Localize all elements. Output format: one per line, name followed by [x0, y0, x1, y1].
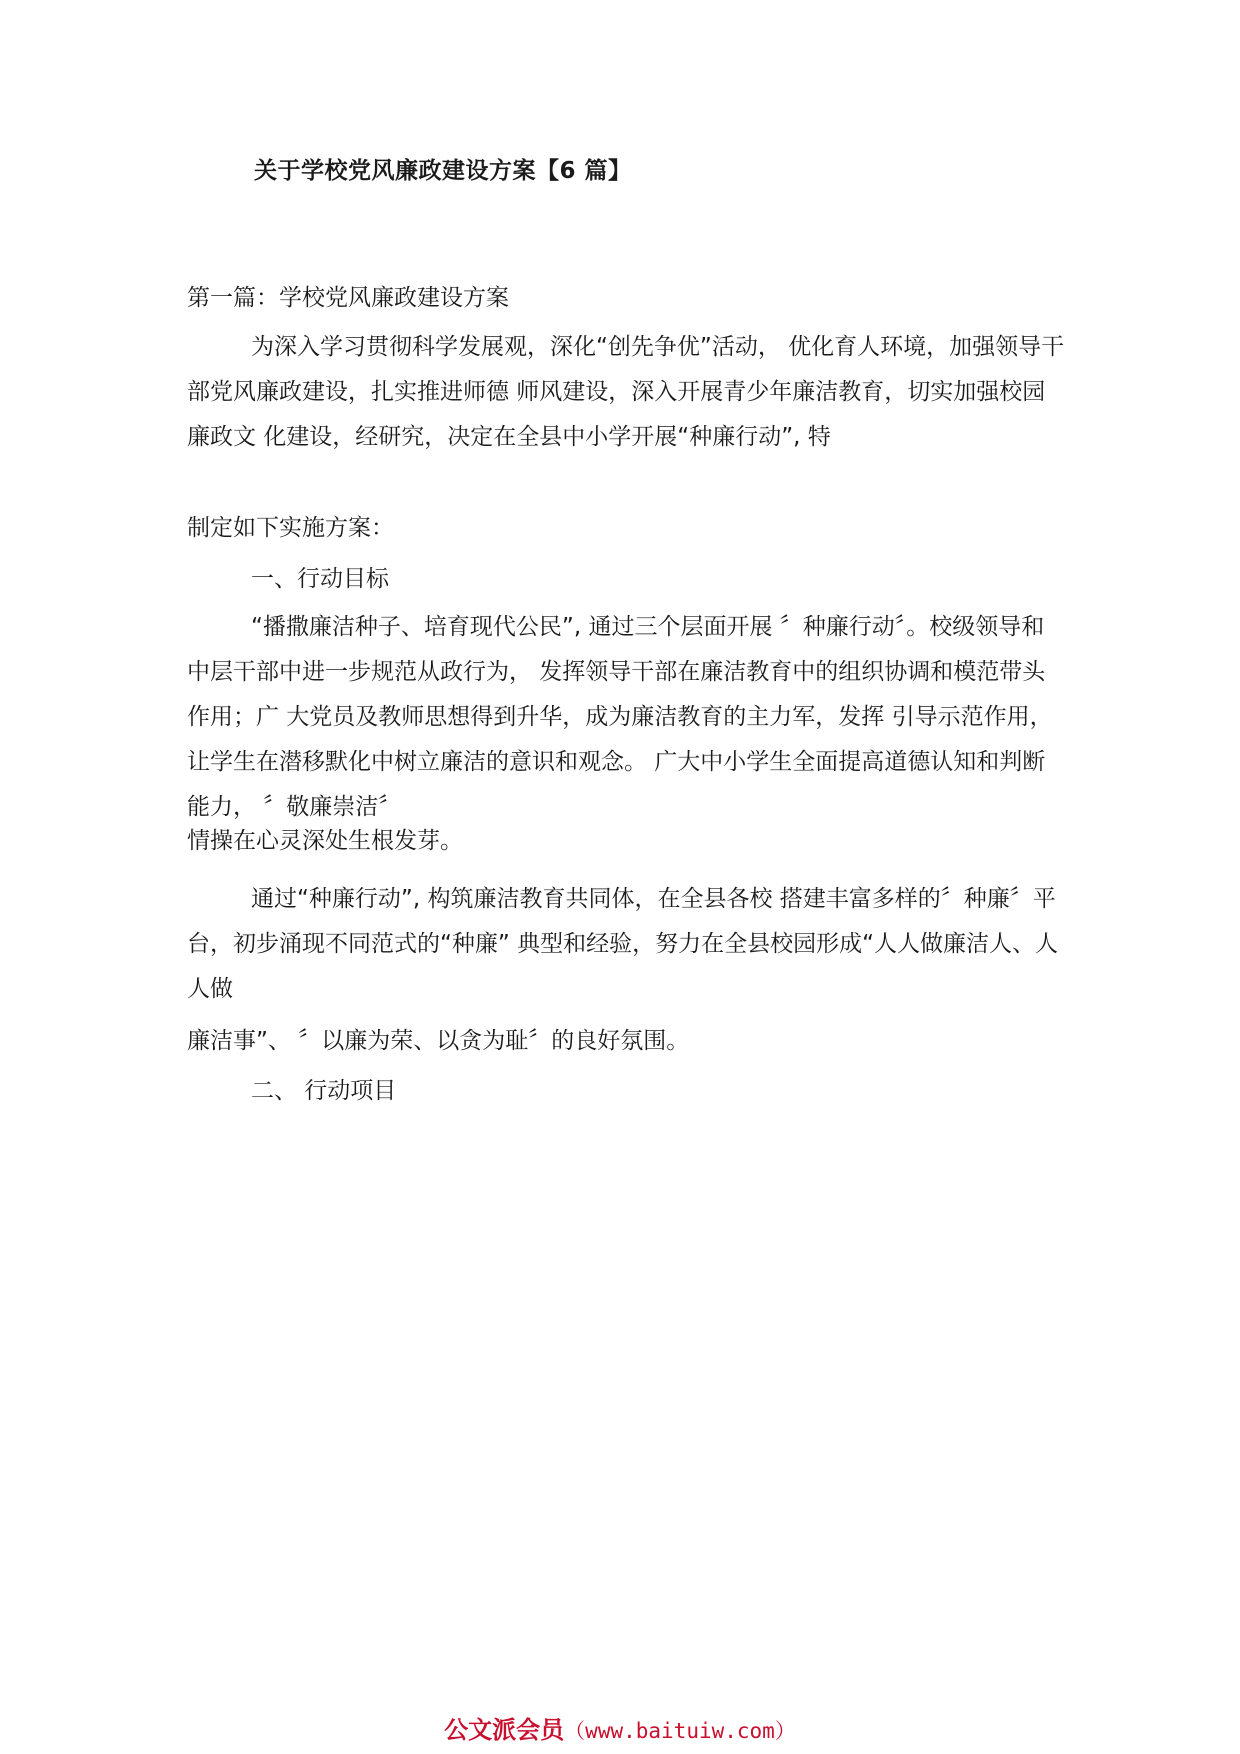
footer-url: （www.baituiw.com）: [564, 1719, 796, 1743]
section-heading: 第一篇：学校党风廉政建设方案: [187, 285, 509, 311]
action-paragraph: 通过“种廉行动”, 构筑廉洁教育共同体，在全县各校 搭建丰富多样的〞种廉〞平台，初步涌现不同范式的“种廉” 典型和经验，努力在全县校园形成“人人做廉洁人、人人做: [187, 886, 1059, 1002]
action-continuation: 廉洁事”、 〞以廉为荣、以贪为耻〞的良好氛围。: [187, 1028, 690, 1054]
footer-brand: 公文派会员: [444, 1716, 565, 1744]
intro-continuation: 制定如下实施方案：: [187, 515, 394, 541]
heading-projects: 二、 行动项目: [251, 1078, 397, 1104]
goal-paragraph: “播撒廉洁种子、培育现代公民”, 通过三个层面开展 〞种廉行动〞。校级领导和中层干部中进一步规范从政行为， 发挥领导干部在廉洁教育中的组织协调和模范带头作用；广 大党员及教师思想得到升华，成为廉洁教育的主力军，发挥 引导示范作用，让学生在潜移默化中树立廉洁的意识和观念。 广大中小学生全面提高道德认知和判断能力， 〞敬廉崇洁〞: [187, 614, 1053, 820]
intro-paragraph: 为深入学习贯彻科学发展观，深化“创先争优”活动， 优化育人环境，加强领导干部党风廉政建设，扎实推进师德 师风建设，深入开展青少年廉洁教育，切实加强校园廉政文 化建设，经研究，决定在全县中小学开展“种廉行动”, 特: [187, 334, 1065, 450]
heading-goals: 一、行动目标: [251, 566, 389, 592]
footer-watermark: [0, 1710, 1240, 1745]
goal-continuation: 情操在心灵深处生根发芽。: [187, 828, 463, 854]
document-title: 关于学校党风廉政建设方案【6 篇】: [254, 158, 632, 184]
